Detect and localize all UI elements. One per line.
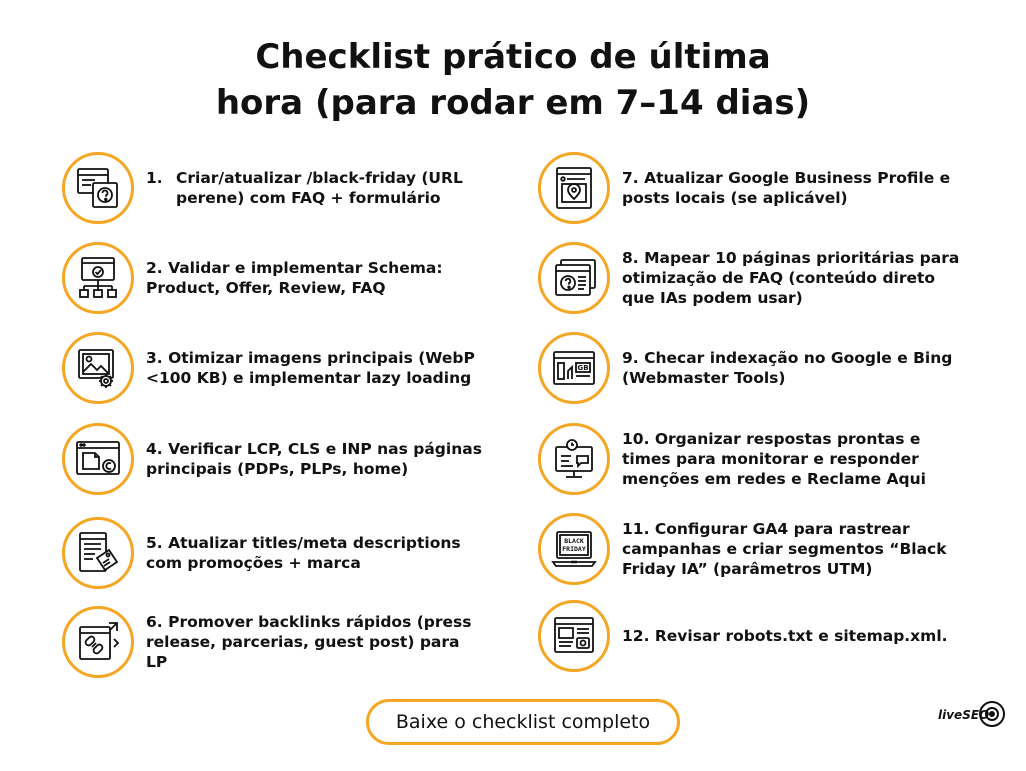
icon-badge xyxy=(62,606,134,678)
title-line-1: Checklist prático de última xyxy=(255,37,771,77)
item-number: 10. xyxy=(622,430,655,448)
checklist-item-10 xyxy=(538,423,968,495)
icon-badge xyxy=(62,517,134,589)
checklist-item-9 xyxy=(538,332,968,404)
logo-target-icon xyxy=(976,698,1008,730)
checklist-item-text xyxy=(622,168,968,208)
liveseo-logo xyxy=(938,696,1008,740)
checklist-item-11 xyxy=(538,513,968,585)
icon-badge xyxy=(62,152,134,224)
checklist-item-5 xyxy=(62,517,482,589)
backlink-chain-icon xyxy=(73,617,123,667)
page-title xyxy=(0,34,1026,126)
faq-pages-icon xyxy=(549,253,599,303)
logo-text: liveSEO xyxy=(938,708,990,722)
checklist-item-text xyxy=(622,429,968,489)
item-number: 11. xyxy=(622,520,655,538)
checklist-item-text xyxy=(622,248,968,308)
gb-label: GB xyxy=(577,364,589,372)
icon-badge xyxy=(62,423,134,495)
item-label: Criar/atualizar /black-friday (URL perene) com FAQ + formulário xyxy=(176,169,463,207)
item-number: 5. xyxy=(146,534,169,552)
indexing-dashboard-icon xyxy=(549,343,599,393)
web-page-faq-icon xyxy=(73,163,123,213)
checklist-item-text xyxy=(146,168,482,208)
item-number: 9. xyxy=(622,349,645,367)
download-checklist-button[interactable]: Baixe o checklist completo xyxy=(366,699,680,745)
item-number: 1. xyxy=(146,169,163,187)
checklist-item-text xyxy=(146,258,482,298)
item-label: Mapear 10 páginas prioritárias para otimização de FAQ (conteúdo direto que IAs podem usar) xyxy=(622,249,960,307)
icon-badge xyxy=(538,423,610,495)
checklist-item-text xyxy=(622,519,968,579)
checklist-item-text xyxy=(146,348,482,388)
icon-badge xyxy=(538,242,610,314)
item-number: 2. xyxy=(146,259,169,277)
checklist-item-7 xyxy=(538,152,968,224)
item-label: Atualizar titles/meta descriptions com promoções + marca xyxy=(146,534,461,572)
item-label: Atualizar Google Business Profile e posts locais (se aplicável) xyxy=(622,169,951,207)
black-label: BLACK xyxy=(564,537,584,545)
checklist-item-8 xyxy=(538,242,968,314)
icon-badge xyxy=(538,152,610,224)
checklist-item-text xyxy=(146,612,482,672)
item-number: 7. xyxy=(622,169,645,187)
checklist-item-text xyxy=(622,348,968,388)
item-number: 4. xyxy=(146,440,169,458)
sitemap-document-icon xyxy=(549,611,599,661)
icon-badge xyxy=(538,600,610,672)
friday-label: FRIDAY xyxy=(562,545,586,553)
business-profile-location-icon xyxy=(549,163,599,213)
item-label: Checar indexação no Google e Bing (Webmaster Tools) xyxy=(622,349,953,387)
item-label: Validar e implementar Schema: Product, Offer, Review, FAQ xyxy=(146,259,443,297)
icon-badge xyxy=(538,513,610,585)
monitoring-screen-icon xyxy=(549,434,599,484)
checklist-item-6 xyxy=(62,606,482,678)
checklist-item-text xyxy=(146,533,482,573)
promo-tag-page-icon xyxy=(73,528,123,578)
title-line-2: hora (para rodar em 7–14 dias) xyxy=(215,83,811,123)
checklist-item-text xyxy=(622,626,948,646)
item-number: 8. xyxy=(622,249,645,267)
item-number: 6. xyxy=(146,613,169,631)
image-optimization-icon xyxy=(73,343,123,393)
icon-badge xyxy=(62,242,134,314)
page-performance-icon xyxy=(73,434,123,484)
checklist-item-1 xyxy=(62,152,482,224)
item-number: 3. xyxy=(146,349,169,367)
item-label: Verificar LCP, CLS e INP nas páginas principais (PDPs, PLPs, home) xyxy=(146,440,482,478)
black-friday-laptop-icon xyxy=(549,524,599,574)
icon-badge xyxy=(538,332,610,404)
checklist-item-3 xyxy=(62,332,482,404)
checklist-item-12 xyxy=(538,600,968,672)
item-label: Configurar GA4 para rastrear campanhas e criar segmentos “Black Friday IA” (parâmetros UTM) xyxy=(622,520,947,578)
checklist-item-4 xyxy=(62,423,482,495)
item-label: Organizar respostas prontas e times para monitorar e responder menções em redes e Reclame Aqui xyxy=(622,430,926,488)
item-label: Promover backlinks rápidos (press release, parcerias, guest post) para LP xyxy=(146,613,472,671)
schema-hierarchy-icon xyxy=(73,253,123,303)
icon-badge xyxy=(62,332,134,404)
item-label: Otimizar imagens principais (WebP <100 KB) e implementar lazy loading xyxy=(146,349,475,387)
checklist-item-text xyxy=(146,439,482,479)
item-number: 12. xyxy=(622,627,655,645)
item-label: Revisar robots.txt e sitemap.xml. xyxy=(654,627,948,645)
checklist-item-2 xyxy=(62,242,482,314)
